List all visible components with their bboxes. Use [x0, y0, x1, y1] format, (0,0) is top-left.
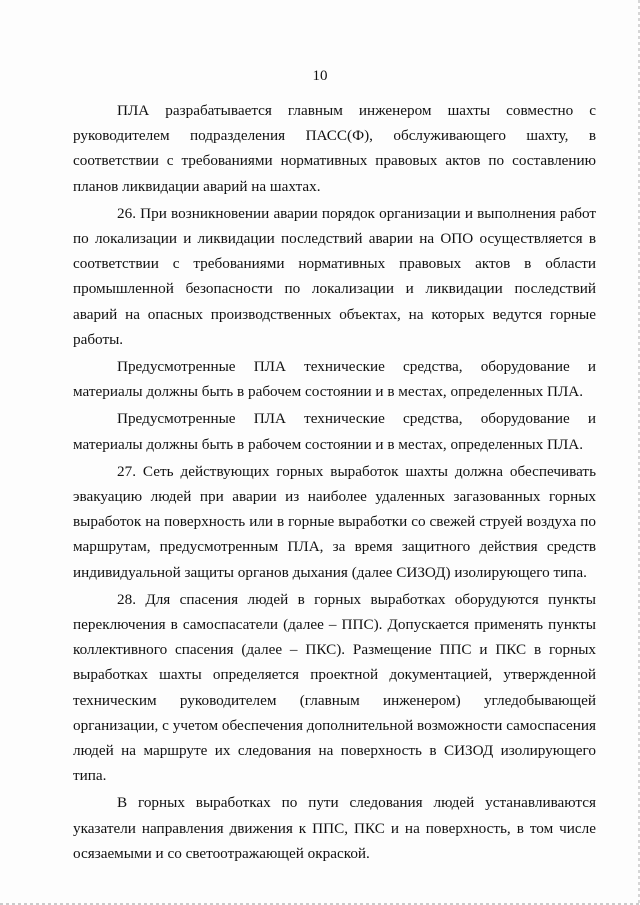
page-number: 10: [312, 68, 328, 84]
paragraph-direction-signs: В горных выработках по пути следования людей устанавливаются указатели направления движения к ППС, ПКС и на поверхность, в том числе осязаемыми и со светоотражающей окраской.: [73, 794, 596, 862]
document-body: [73, 98, 596, 866]
paragraph-equipment-readiness: Предусмотренные ПЛА технические средства, оборудование и материалы должны быть в рабочем состоянии и в местах, определенных ПЛА.: [73, 358, 596, 401]
paragraph-28-rescue-points: 28. Для спасения людей в горных выработках оборудуются пункты переключения в самоспасатели (далее – ППС). Допускается применять пункты коллективного спасения (далее – ПКС). Размещение ППС и ПКС в горных выработках шахты определяется проектной документацией, утвержденной техническим руководителем (главным инженером) угледобывающей организации, с учетом обеспечения дополнительной возможности самоспасения людей на маршруте их следования на поверхность в СИЗОД изолирующего типа.: [73, 590, 596, 785]
paragraph-27-evacuation: 27. Сеть действующих горных выработок шахты должна обеспечивать эвакуацию людей при аварии из наиболее удаленных загазованных горных выработок на поверхность или в горные выработки со свежей струей воздуха по маршрутам, предусмотренным ПЛА, за время защитного действия средств индивидуальной защиты органов дыхания (далее СИЗОД) изолирующего типа.: [73, 462, 596, 581]
paragraph-26-accident-response: 26. При возникновении аварии порядок организации и выполнения работ по локализации и ликвидации последствий аварии на ОПО осуществляется в соответствии с требованиями нормативных правовых актов в области промышленной безопасности по локализации и ликвидации последствий аварий на опасных производственных объектах, на которых ведутся горные работы.: [73, 204, 596, 348]
paragraph-equipment-readiness-repeat: Предусмотренные ПЛА технические средства, оборудование и материалы должны быть в рабочем состоянии и в местах, определенных ПЛА.: [73, 410, 596, 453]
paragraph-pla-development: ПЛА разрабатывается главным инженером шахты совместно с руководителем подразделения ПАСС(Ф), обслуживающего шахту, в соответствии с требованиями нормативных правовых актов по составлению планов ликвидации аварий на шахтах.: [73, 102, 596, 195]
